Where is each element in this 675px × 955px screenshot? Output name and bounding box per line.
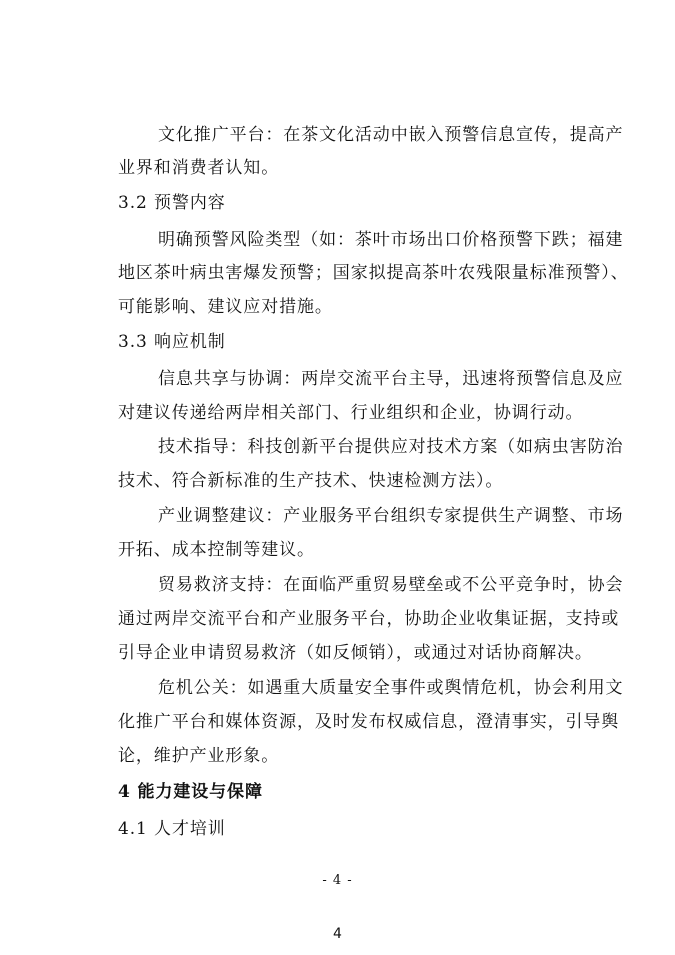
paragraph-line: 技术、符合新标准的生产技术、快速检测方法）。 bbox=[118, 471, 504, 491]
paragraph-line: 文化推广平台：在茶文化活动中嵌入预警信息宣传，提高产 bbox=[158, 125, 624, 145]
section-heading: 4.1 人才培训 bbox=[118, 819, 226, 839]
paragraph-line: 明确预警风险类型（如：茶叶市场出口价格预警下跌；福建 bbox=[158, 230, 624, 250]
paragraph-line: 地区茶叶病虫害爆发预警；国家拟提高茶叶农残限量标准预警）、 bbox=[118, 263, 629, 283]
page-number: - 4 - bbox=[322, 873, 353, 888]
section-heading: 3.2 预警内容 bbox=[118, 193, 226, 213]
section-heading: 3.3 响应机制 bbox=[118, 332, 226, 352]
paragraph-line: 危机公关：如遇重大质量安全事件或舆情危机，协会利用文 bbox=[158, 678, 624, 698]
paragraph-line: 开拓、成本控制等建议。 bbox=[118, 540, 315, 560]
paragraph-line: 可能影响、建议应对措施。 bbox=[118, 297, 333, 317]
paragraph-line: 技术指导：科技创新平台提供应对技术方案（如病虫害防治 bbox=[158, 437, 624, 457]
footer-page-number: 4 bbox=[333, 926, 342, 942]
paragraph-line: 业界和消费者认知。 bbox=[118, 158, 280, 178]
paragraph-line: 引导企业申请贸易救济（如反倾销），或通过对话协商解决。 bbox=[118, 643, 593, 663]
paragraph-line: 论，维护产业形象。 bbox=[118, 746, 280, 766]
chapter-heading: 4 能力建设与保障 bbox=[118, 782, 263, 802]
paragraph-line: 对建议传递给两岸相关部门、行业组织和企业，协调行动。 bbox=[118, 403, 584, 423]
paragraph-line: 信息共享与协调：两岸交流平台主导，迅速将预警信息及应 bbox=[158, 369, 624, 389]
paragraph-line: 化推广平台和媒体资源，及时发布权威信息，澄清事实，引导舆 bbox=[118, 712, 620, 732]
paragraph-line: 产业调整建议：产业服务平台组织专家提供生产调整、市场 bbox=[158, 506, 624, 526]
paragraph-line: 贸易救济支持：在面临严重贸易壁垒或不公平竞争时，协会 bbox=[158, 575, 624, 595]
paragraph-line: 通过两岸交流平台和产业服务平台，协助企业收集证据，支持或 bbox=[118, 609, 620, 629]
